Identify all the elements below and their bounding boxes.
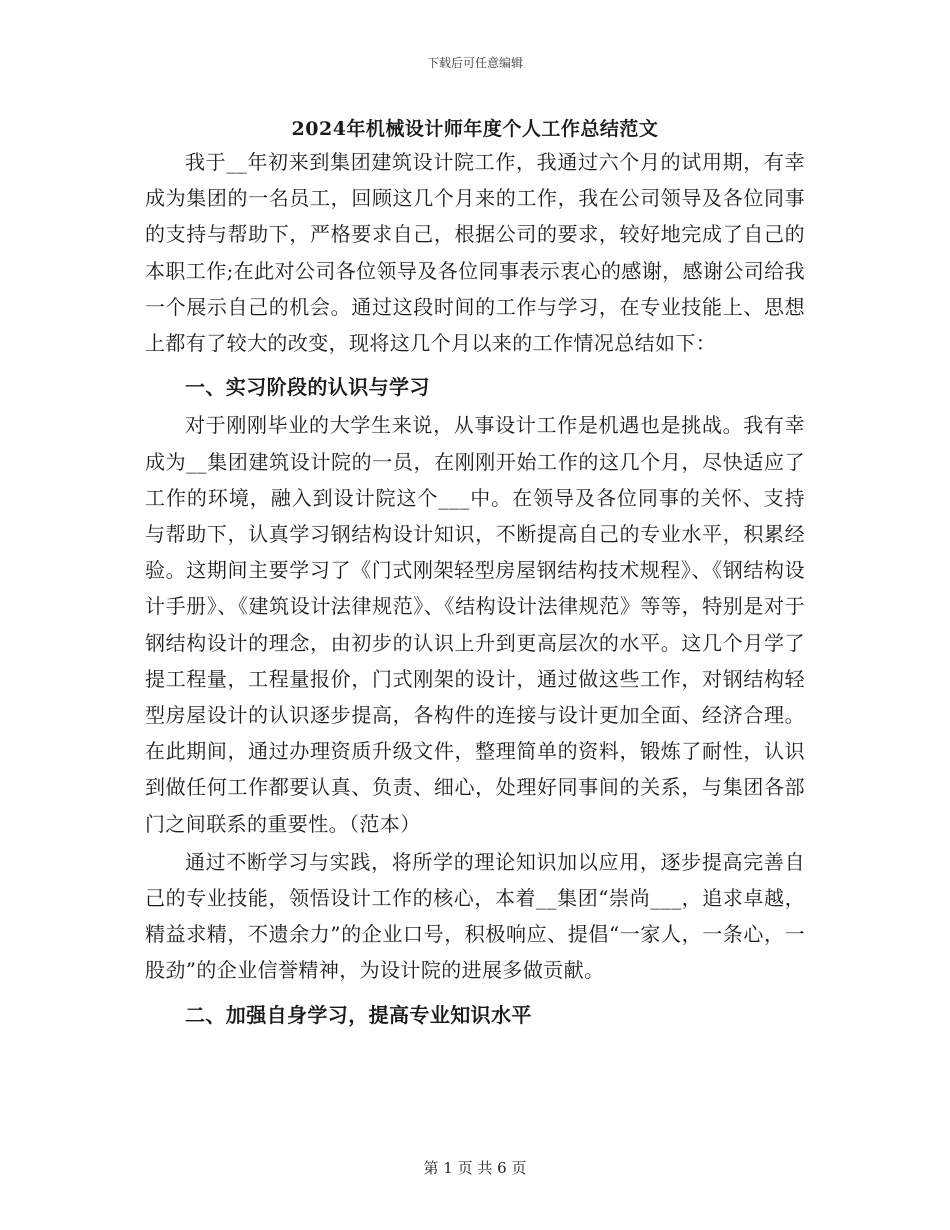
section-heading-1: 一、实习阶段的认识与学习 — [185, 375, 430, 400]
section-heading-2: 二、加强自身学习，提高专业知识水平 — [185, 1002, 532, 1027]
document-body — [145, 144, 805, 1033]
page-number: 第 1 页 共 6 页 — [423, 1159, 527, 1177]
section-1-paragraph-2: 通过不断学习与实践，将所学的理论知识加以应用，逐步提高完善自己的专业技能，领悟设计工作的核心，本着__集团“崇尚___，追求卓越，精益求精，不遗余力”的企业口号，积极响应、提倡“一家人，一条心，一股劲”的企业信誉精神，为设计院的进展多做贡献。 — [145, 849, 805, 983]
intro-paragraph: 我于__年初来到集团建筑设计院工作，我通过六个月的试用期，有幸成为集团的一名员工，回顾这几个月来的工作，我在公司领导及各位同事的支持与帮助下，严格要求自己，根据公司的要求，较好地完成了自己的本职工作;在此对公司各位领导及各位同事表示衷心的感谢，感谢公司给我一个展示自己的机会。通过这段时间的工作与学习，在专业技能上、思想上都有了较大的改变，现将这几个月以来的工作情况总结如下： — [145, 150, 805, 356]
document-title: 2024年机械设计师年度个人工作总结范文 — [291, 118, 659, 140]
section-1-paragraph-1: 对于刚刚毕业的大学生来说，从事设计工作是机遇也是挑战。我有幸成为__集团建筑设计院的一员，在刚刚开始工作的这几个月，尽快适应了工作的环境，融入到设计院这个___中。在领导及各位同事的关怀、支持与帮助下，认真学习钢结构设计知识，不断提高自己的专业水平，积累经验。这期间主要学习了《门式刚架轻型房屋钢结构技术规程》、《钢结构设计手册》、《建筑设计法律规范》、《结构设计法律规范》等等，特别是对于钢结构设计的理念，由初步的认识上升到更高层次的水平。这几个月学了提工程量，工程量报价，门式刚架的设计，通过做这些工作，对钢结构轻型房屋设计的认识逐步提高，各构件的连接与设计更加全面、经济合理。在此期间，通过办理资质升级文件，整理简单的资料，锻炼了耐性，认识到做任何工作都要认真、负责、细心，处理好同事间的关系，与集团各部门之间联系的重要性。（范本） — [145, 413, 805, 836]
header-note: 下载后可任意编辑 — [426, 56, 523, 70]
